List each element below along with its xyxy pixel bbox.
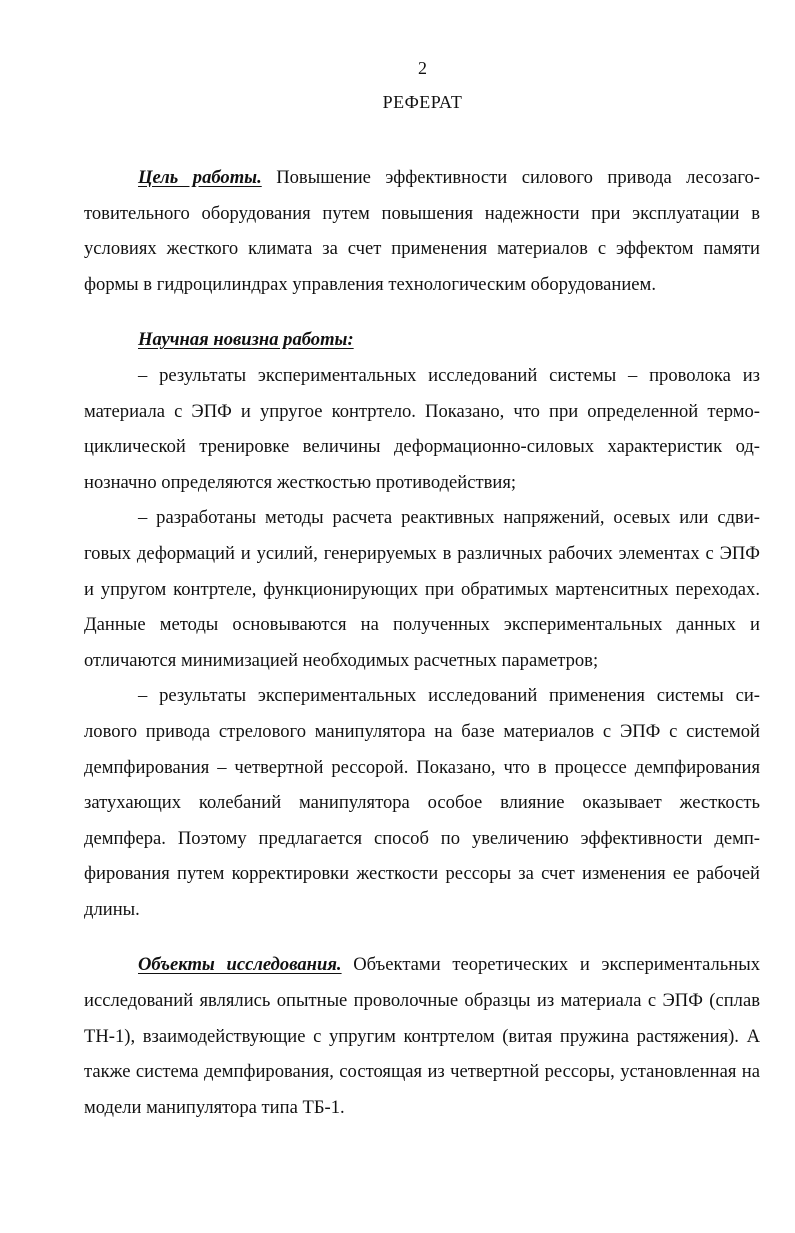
novelty-heading: Научная новизна работы: xyxy=(138,329,354,351)
page-number: 2 xyxy=(418,58,427,78)
goal-heading: Цель работы. xyxy=(138,167,262,188)
goal-text: Повышение эффективности силового привода лесозаготовительного оборудования путем повышения надежности при эксплуатации в условиях жесткого климата за счет применения материалов с эффектом памяти формы в гидроцилиндрах управления технологическим оборудованием. xyxy=(84,167,760,295)
abstract-body xyxy=(84,160,760,1125)
section-gap xyxy=(84,927,760,947)
section-gap xyxy=(84,302,760,322)
objects-text: Объектами теоретических и экспериментальных исследований являлись опытные проволочные образцы из материала с ЭПФ (сплав ТН-1), взаимодействующие с упругим контртелом (витая пружина растяжения). А также система демпфирования, состоящая из четвертной рессоры, установленная на модели манипулятора типа ТБ-1. xyxy=(84,954,760,1118)
objects-heading: Объекты исследования. xyxy=(138,954,342,976)
page-title: РЕФЕРАТ xyxy=(382,92,463,112)
novelty-item: – результаты экспериментальных исследований применения системы силового привода стрелового манипулятора на базе материалов с ЭПФ с системой демпфирования – четвертной рессорой. Показано, что в процессе демпфирования затухающих колебаний манипулятора особое влияние оказывает жесткость демпфера. Поэтому предлагается способ по увеличению эффективности демпфирования путем корректировки жесткости рессоры за счет изменения ее рабочей длины. xyxy=(84,685,760,920)
goal-paragraph xyxy=(84,160,760,302)
objects-paragraph xyxy=(84,947,760,1125)
novelty-item: – разработаны методы расчета реактивных напряжений, осевых или сдвиговых деформаций и усилий, генерируемых в различных рабочих элементах с ЭПФ и упругом контртеле, функционирующих при обратимых мартенситных переходах. Данные методы основываются на полученных экспериментальных данных и отличаются минимизацией необходимых расчетных параметров; xyxy=(84,507,760,671)
novelty-item: – результаты экспериментальных исследований системы – проволока из материала с ЭПФ и упругое контртело. Показано, что при определенной термоциклической тренировке величины деформационно-силовых характеристик однозначно определяются жесткостью противодействия; xyxy=(84,364,760,493)
